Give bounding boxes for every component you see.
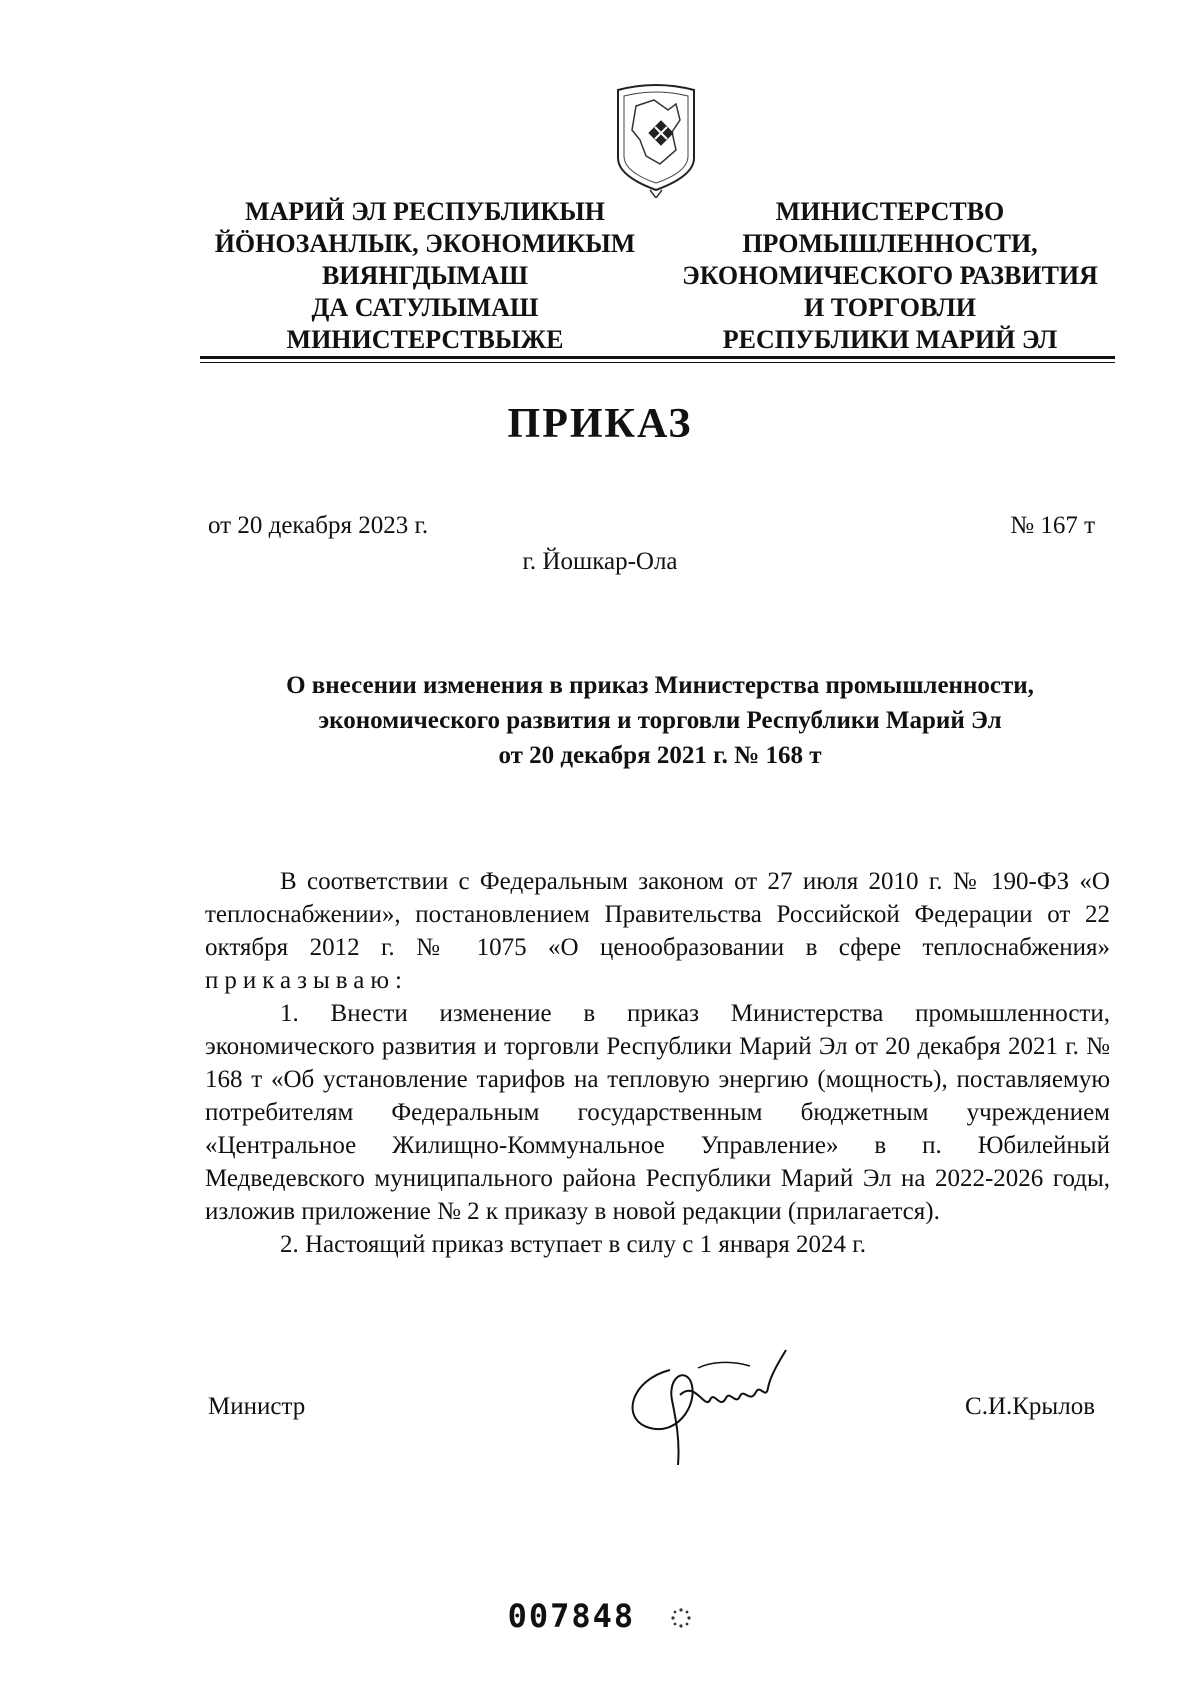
ministry-name-russian bbox=[675, 196, 1105, 356]
handwritten-signature bbox=[610, 1340, 805, 1470]
signatory-name: С.И.Крылов bbox=[965, 1393, 1095, 1420]
header-line: ДА САТУЛЫМАШ bbox=[311, 293, 539, 322]
header-divider-thin bbox=[200, 362, 1115, 363]
header-line: РЕСПУБЛИКИ МАРИЙ ЭЛ bbox=[722, 325, 1058, 354]
header-line: МИНИСТЕРСТВЫЖЕ bbox=[286, 325, 564, 354]
header-line: ЙӦНОЗАНЛЫК, ЭКОНОМИКЫМ bbox=[214, 229, 636, 258]
header-line: ПРОМЫШЛЕННОСТИ, bbox=[742, 229, 1038, 258]
subject-line: от 20 декабря 2021 г. № 168 т bbox=[498, 742, 822, 769]
signatory-role: Министр bbox=[208, 1393, 306, 1420]
header-line: ВИЯНГДЫМАШ bbox=[321, 261, 529, 290]
subject-line: экономического развития и торговли Республики Марий Эл bbox=[318, 707, 1002, 734]
serial-number: 007848 bbox=[507, 1597, 636, 1635]
header-line: МАРИЙ ЭЛ РЕСПУБЛИКЫН bbox=[244, 197, 606, 226]
ministry-name-mari bbox=[205, 196, 645, 356]
coat-of-arms-emblem bbox=[610, 80, 702, 198]
form-serial-number bbox=[0, 1597, 1200, 1635]
subject-line: О внесении изменения в приказ Министерства промышленности, bbox=[286, 672, 1034, 699]
preamble-paragraph bbox=[205, 865, 1110, 997]
order-number: № 167 т bbox=[1010, 512, 1095, 539]
document-type-title: ПРИКАЗ bbox=[507, 401, 693, 447]
header-line: И ТОРГОВЛИ bbox=[804, 293, 976, 322]
header-line: МИНИСТЕРСТВО bbox=[775, 197, 1005, 226]
item-1-paragraph: 1. Внести изменение в приказ Министерства промышленности, экономического развития и торговли Республики Марий Эл от 20 декабря 2021 г. № 168 т «Об установление тарифов на тепловую энергию (мощность), поставляемую потребителям Федеральным государственным бюджетным учреждением «Центральное Жилищно-Коммунальное Управление» в п. Юбилейный Медведевского муниципального района Республики Марий Эл на 2022-2026 годы, изложив приложение № 2 к приказу в новой редакции (прилагается). bbox=[205, 1000, 1110, 1225]
asterisk-stamp-icon bbox=[670, 1607, 692, 1629]
header-line: ЭКОНОМИЧЕСКОГО РАЗВИТИЯ bbox=[682, 261, 1098, 290]
header-divider bbox=[200, 356, 1115, 359]
preamble-text: В соответствии с Федеральным законом от 27 июля 2010 г. № 190-ФЗ «О теплоснабжении», постановлением Правительства Российской Федерации от 22 октября 2012 г. № 1075 «О ценообразовании в сфере теплоснабжения» bbox=[205, 868, 1110, 961]
order-city: г. Йошкар-Ола bbox=[522, 548, 678, 575]
item-2-paragraph: 2. Настоящий приказ вступает в силу с 1 января 2024 г. bbox=[280, 1231, 866, 1258]
order-subject bbox=[200, 668, 1120, 773]
order-body bbox=[205, 865, 1110, 1261]
order-word: приказываю: bbox=[205, 967, 408, 994]
order-date: от 20 декабря 2023 г. bbox=[208, 512, 429, 539]
